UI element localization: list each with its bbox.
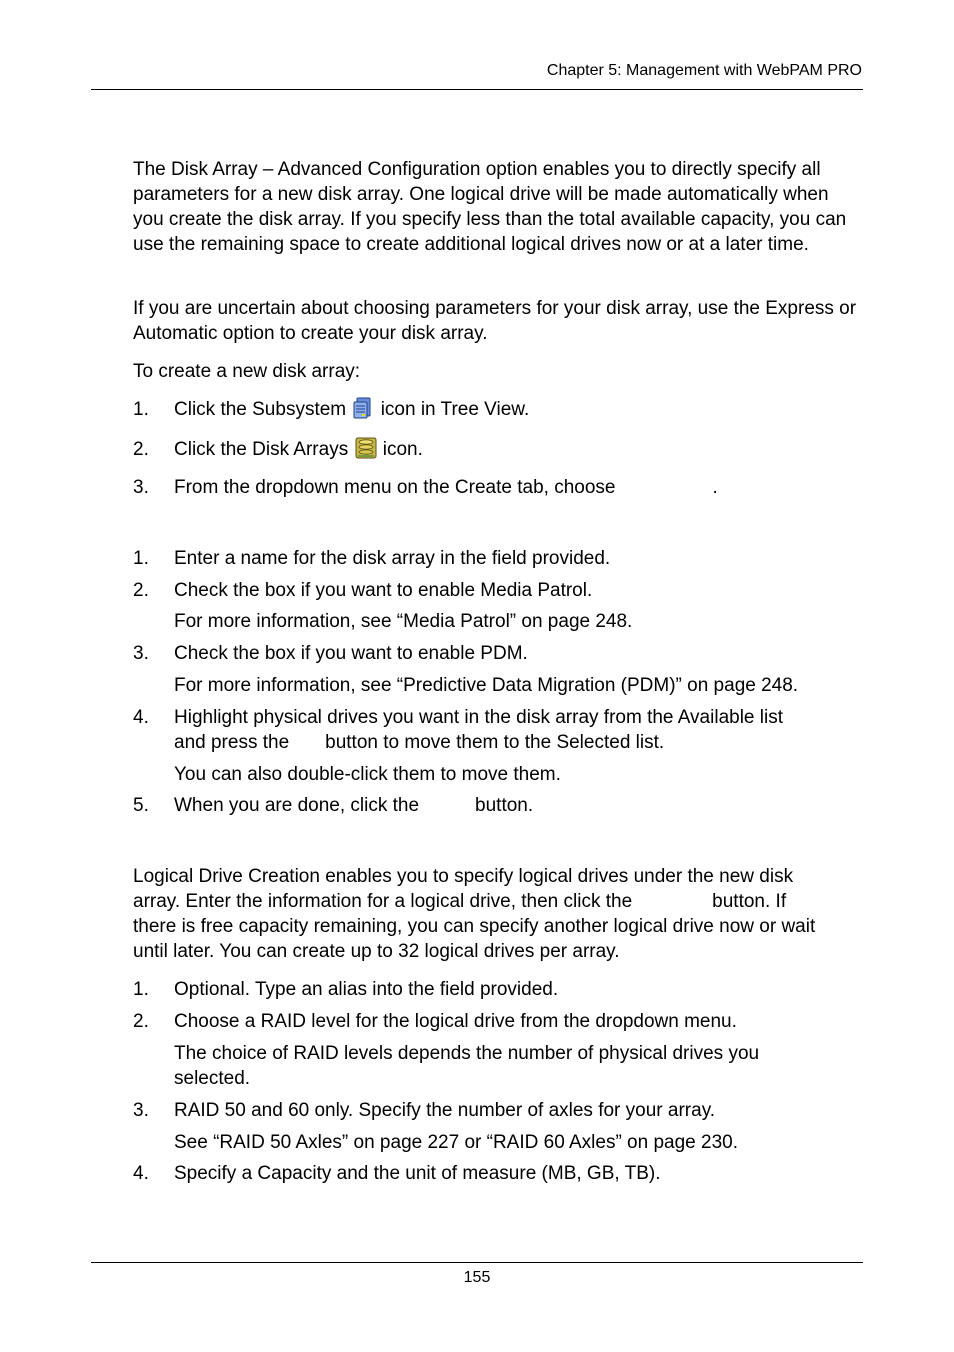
disk-step-4-line-2 <box>174 730 864 755</box>
step-number: 3. <box>133 477 149 498</box>
logical-text: array. Enter the information for a logical drive, then click the <box>133 891 633 912</box>
intro-paragraph-3: To create a new disk array: <box>133 361 361 382</box>
step-number: 3. <box>133 643 149 664</box>
footer-rule <box>91 1262 863 1263</box>
disk-step-2-note: For more information, see “Media Patrol” on page 248. <box>174 611 633 632</box>
step-text: Click the Subsystem <box>174 399 347 420</box>
step-number: 1. <box>133 979 149 1000</box>
step-number: 2. <box>133 1011 149 1032</box>
step-text: From the dropdown menu on the Create tab, choose <box>174 477 616 498</box>
page-number: 155 <box>463 1269 491 1286</box>
logical-text-after: button. If <box>712 891 787 912</box>
step-text: Optional. Type an alias into the field provided. <box>174 979 559 1000</box>
step-text-after: button to move them to the Selected list. <box>325 732 665 753</box>
step-text: Enter a name for the disk array in the field provided. <box>174 548 611 569</box>
logical-paragraph-line-1: Logical Drive Creation enables you to specify logical drives under the new disk <box>133 866 794 887</box>
step-number: 4. <box>133 1163 149 1184</box>
step-number: 1. <box>133 399 149 420</box>
intro-paragraph-2: If you are uncertain about choosing parameters for your disk array, use the Express or Automatic option to create your disk array. <box>133 298 857 344</box>
step-text: and press the <box>174 732 290 753</box>
step-text-after: button. <box>475 795 534 816</box>
step-text-after: . <box>712 477 718 498</box>
step-text-after: icon in Tree View. <box>380 399 530 420</box>
logical-paragraph-line-3: there is free capacity remaining, you can specify another logical drive now or wait <box>133 916 816 937</box>
step-text: RAID 50 and 60 only. Specify the number of axles for your array. <box>174 1100 716 1121</box>
step-text: Click the Disk Arrays <box>174 439 349 460</box>
logical-paragraph-line-4: until later. You can create up to 32 logical drives per array. <box>133 941 620 962</box>
step-text: Check the box if you want to enable Media Patrol. <box>174 580 593 601</box>
step-text-line-1: Highlight physical drives you want in the disk array from the Available list <box>174 707 783 728</box>
intro-paragraph-1: The Disk Array – Advanced Configuration option enables you to directly specify all parameters for a new disk array. One logical drive will be made automatically when you create the disk array. If you specify less than the total available capacity, you can use the remaining space to create additional logical drives now or at a later time. <box>133 159 847 255</box>
step-number: 2. <box>133 439 149 460</box>
step-number: 2. <box>133 580 149 601</box>
step-text: When you are done, click the <box>174 795 420 816</box>
logical-step-3-note: See “RAID 50 Axles” on page 227 or “RAID 60 Axles” on page 230. <box>174 1132 738 1153</box>
logical-paragraph-line-2 <box>133 889 863 914</box>
subsystem-icon <box>353 397 373 419</box>
step-number: 5. <box>133 795 149 816</box>
step-text: Check the box if you want to enable PDM. <box>174 643 528 664</box>
step-number: 4. <box>133 707 149 728</box>
disk-step-3-note: For more information, see “Predictive Data Migration (PDM)” on page 248. <box>174 675 799 696</box>
running-header: Chapter 5: Management with WebPAM PRO <box>546 62 862 79</box>
disk-step-4-note: You can also double-click them to move them. <box>174 764 561 785</box>
step-number: 1. <box>133 548 149 569</box>
logical-step-2-note: The choice of RAID levels depends the number of physical drives you selected. <box>174 1043 760 1089</box>
step-text: Specify a Capacity and the unit of measure (MB, GB, TB). <box>174 1163 661 1184</box>
header-rule <box>91 89 863 90</box>
step-text-after: icon. <box>382 439 423 460</box>
disk-arrays-icon <box>355 437 375 459</box>
step-text: Choose a RAID level for the logical drive from the dropdown menu. <box>174 1011 737 1032</box>
step-number: 3. <box>133 1100 149 1121</box>
